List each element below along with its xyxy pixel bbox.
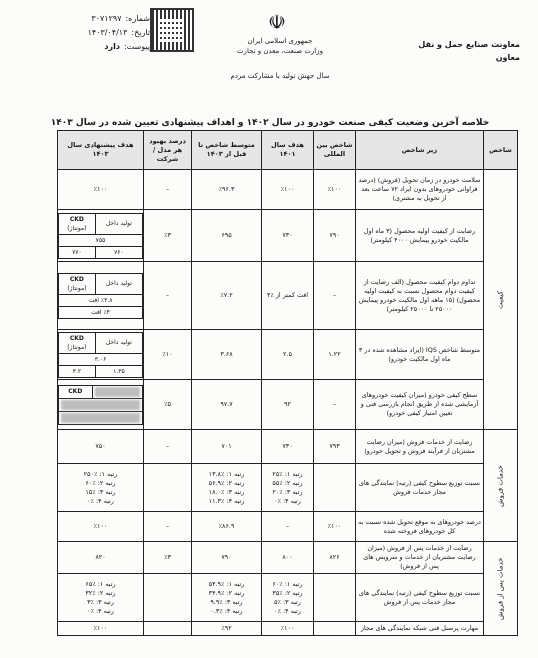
col-target-1401: هدف سال ۱۴۰۱	[262, 131, 314, 170]
table-row: مهارت پرسنل فنی شبکه نمایندگی های مجاز ٪۱۰۰ ٪۹۲ ٪۱۰۰	[58, 622, 518, 636]
category-quality: کیفیت	[484, 170, 518, 430]
col-sub-index: زیر شاخص	[356, 131, 484, 170]
table-row: خدمات پس از فروش رضایت از خدمات پس از فروش (میزان رضایت مشتریان از خدمات و سرویس های پس از فروش) ۸۲۶ ۸۰۰ ۷۹۰ ٪۳ ۸۲۰	[58, 542, 518, 574]
redacted-block	[61, 413, 140, 423]
col-average: متوسط شاخص تا قبل از ۱۴۰۳	[192, 131, 262, 170]
proposed-split: تولید داخل CKD (مونتاژ) ٪۳.۸ افت ٪۴ افت	[58, 262, 144, 330]
redacted-block	[61, 400, 140, 410]
proposed-ranks: رتبه ۱: ٪۶۵ رتبه ۲: ٪۳۲ رتبه ۳: ٪۳ رتبه ۴: ٪۰	[58, 574, 144, 622]
date-label: تاریخ:	[131, 28, 150, 37]
avg-ranks: رتبه ۱: ٪۵۴.۹ رتبه ۲: ٪۳۴.۹ رتبه ۳: ٪۹.۹ رتبه ۴: ٪۰.۳	[192, 574, 262, 622]
col-international: شاخص بین المللی	[314, 131, 356, 170]
proposed-split: CKD	[58, 380, 144, 430]
proposed-split: تولید داخل CKD (مونتاژ) ۳.۰۶ ۱.۳۵ ۳.۲	[58, 330, 144, 380]
target-ranks: رتبه ۱: ٪۲۵ رتبه ۲: ٪۵۵ رتبه ۳: ٪۲۰ رتبه ۴: ٪۰	[262, 464, 314, 512]
date-value: ۱۴۰۳/۰۴/۱۳	[87, 28, 128, 37]
number-value: ۳۰۷۱۲۹۷	[91, 14, 122, 23]
letter-meta	[50, 12, 150, 54]
redacted-block	[95, 387, 140, 397]
table-row: درصد خودروهای به موقع تحویل شده نسبت به کل خودروهای فروخته شده ٪۱۰۰ – ٪۸۶.۹ – ٪۱۰۰	[58, 512, 518, 542]
role-line: معاون	[495, 53, 520, 62]
category-after-sales: خدمات پس از فروش	[484, 542, 518, 636]
table-title: خلاصه آخرین وضعیت کیفی صنعت خودرو در سال ۱۴۰۲ و اهداف پیشنهادی تعیین شده در سال ۱۴۰۳	[50, 118, 490, 128]
table-row: نسبت توزیع سطوح کیفی (رتبه) نمایندگی های مجاز خدمات پس از فروش رتبه ۱: ٪۶۰ رتبه ۲: ٪۳۵ رتبه ۳: ٪۵ رتبه ۴: ٪۰ رتبه ۱: ٪۵۴.۹ رتبه ۲: ٪۳۴.۹ رتبه ۳: ٪۹.۹ رتبه ۴: ٪۰.۳ رتبه ۱: ٪۶۵ رتبه ۲: ٪۳۲ رتبه ۳: ٪۳ رتبه ۴: ٪۰	[58, 574, 518, 622]
emblem-icon: ☫	[268, 10, 286, 34]
proposed-split: تولید داخل CKD (مونتاژ) ۷۵۵ ۷۶۰ ۷۷۰	[58, 210, 144, 262]
ministry-name: جمهوری اسلامی ایران وزارت صنعت، معدن و تجارت	[236, 37, 324, 55]
attachment-value: دارد	[104, 42, 120, 51]
target-ranks: رتبه ۱: ٪۶۰ رتبه ۲: ٪۳۵ رتبه ۳: ٪۵ رتبه ۴: ٪۰	[262, 574, 314, 622]
quality-table	[57, 130, 518, 636]
qr-code-icon	[150, 8, 194, 52]
table-header-row	[58, 131, 518, 170]
department-block	[380, 38, 520, 64]
table-row: کیفیت سلامت خودرو در زمان تحویل (فروش) (درصد فراوانی خودروهای بدون ایراد ۷۲ ساعت بعد از تحویل به مشتری) ٪۱۰۰ ٪۱۰۰ ٪۹۶.۳ – ٪۱۰۰	[58, 170, 518, 210]
col-proposed-1403: هدف پیشنهادی سال ۱۴۰۳	[58, 131, 144, 170]
avg-ranks: رتبه ۱: ٪۱۳.۸ رتبه ۲: ٪۵۶.۹ رتبه ۳: ٪۱۸.۰ رتبه ۴: ٪۱۱.۳	[192, 464, 262, 512]
table-row: سطح کیفی خودرو (میزان کیفیت خودروهای آزمایشی شده از طریق انجام بازرسی فنی و تعیین امتیاز کیفی خودرو) – ۹۲ ۹۷.۷ ٪۵ CKD	[58, 380, 518, 430]
col-index: شاخص	[484, 131, 518, 170]
year-slogan: سال جهش تولید با مشارکت مردم	[230, 72, 330, 80]
proposed-ranks: رتبه ۱: ٪۲۵۰ رتبه ۲: ٪۶۰ رتبه ۳: ٪۱۵ رتبه ۴: ٪۰	[58, 464, 144, 512]
number-label: شماره:	[125, 14, 150, 23]
department-line: معاونت صنایع حمل و نقل	[418, 40, 520, 49]
table-row: خدمات فروش رضایت از خدمات فروش (میزان رضایت مشتریان از فرآیند فروش و تحویل خودرو) ۷۹۳ ۷۳۰ ۷۰۱ – ۷۵۰	[58, 430, 518, 464]
col-improvement: درصد بهبود هر مدل / شرکت	[144, 131, 192, 170]
table-row: رضایت از کیفیت اولیه محصول (۳ ماه اول مالکیت خودرو پیمایش ۴۰۰۰ کیلومتر) ۷۹۰ ۷۳۰ ۶۹۵ ٪۳ تولید داخل CKD (مونتاژ) ۷۵۵ ۷۶۰ ۷۷۰	[58, 210, 518, 262]
table-row: نسبت توزیع سطوح کیفی (رتبه) نمایندگی های مجاز خدمات فروش رتبه ۱: ٪۲۵ رتبه ۲: ٪۵۵ رتبه ۳: ٪۲۰ رتبه ۴: ٪۰ رتبه ۱: ٪۱۳.۸ رتبه ۲: ٪۵۶.۹ رتبه ۳: ٪۱۸.۰ رتبه ۴: ٪۱۱.۳ رتبه ۱: ٪۲۵۰ رتبه ۲: ٪۶۰ رتبه ۳: ٪۱۵ رتبه ۴: ٪۰	[58, 464, 518, 512]
table-row: تداوم دوام کیفیت محصول (الف رضایت از کیفیت دوام محصول نسبت به کیفیت اولیه محصول) (۱۵ ماهه اول مالکیت خودرو پیمایش ۲۵۰۰۰ تا ۲۵۰۰۰ کیلومتر) – افت کمتر از ٪۴ ٪۷.۲ – تولید داخل CKD (مونتاژ) ٪۳.۸ افت ٪۴ افت	[58, 262, 518, 330]
table-row: متوسط شاخص IQS (ایراد مشاهده شده در ۳ ماه اول مالکیت خودرو) ۱.۲۲ ۲.۵ ۳.۶۸ ٪۱۰ تولید داخل CKD (مونتاژ) ۳.۰۶ ۱.۳۵ ۳.۲	[58, 330, 518, 380]
attachment-label: پیوست:	[123, 42, 150, 51]
category-sales: خدمات فروش	[484, 430, 518, 542]
